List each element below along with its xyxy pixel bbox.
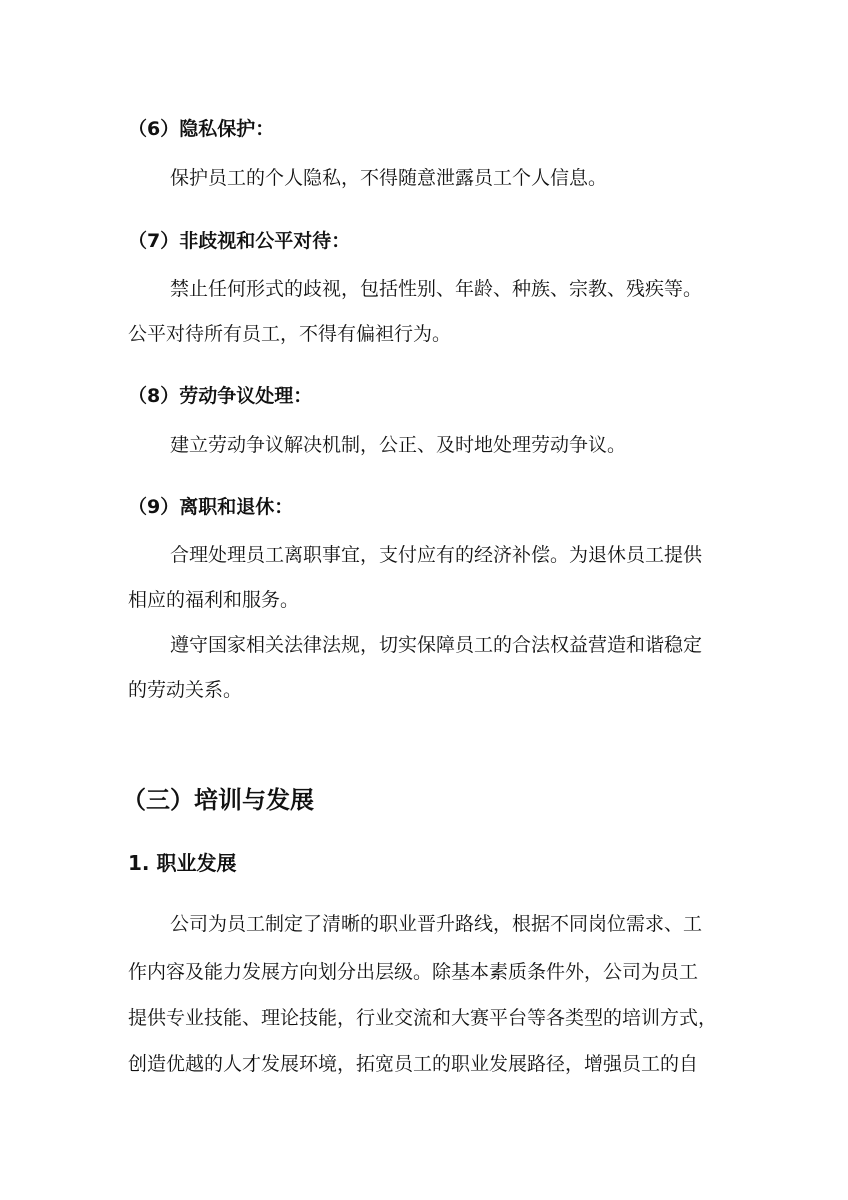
paragraph-line: 相应的福利和服务。 bbox=[128, 589, 300, 611]
paragraph-line: 创造优越的人才发展环境，拓宽员工的职业发展路径，增强员工的自 bbox=[128, 1053, 699, 1075]
paragraph-line: 公司为员工制定了清晰的职业晋升路线，根据不同岗位需求、工 bbox=[170, 913, 703, 935]
paragraph-line: 保护员工的个人隐私，不得随意泄露员工个人信息。 bbox=[170, 167, 608, 189]
paragraph-line: 建立劳动争议解决机制，公正、及时地处理劳动争议。 bbox=[170, 434, 627, 456]
paragraph-line: 遵守国家相关法律法规，切实保障员工的合法权益营造和谐稳定 bbox=[170, 634, 703, 656]
heading-non-discrimination: （7）非歧视和公平对待： bbox=[128, 230, 351, 252]
heading-labor-dispute: （8）劳动争议处理： bbox=[128, 385, 313, 407]
paragraph-line: 公平对待所有员工，不得有偏袒行为。 bbox=[128, 323, 452, 345]
section-title-training-development: （三）培训与发展 bbox=[122, 786, 314, 814]
paragraph-line: 禁止任何形式的歧视，包括性别、年龄、种族、宗教、残疾等。 bbox=[170, 278, 703, 300]
paragraph-line: 作内容及能力发展方向划分出层级。除基本素质条件外，公司为员工 bbox=[128, 961, 699, 983]
heading-resignation-retirement: （9）离职和退休： bbox=[128, 496, 294, 518]
paragraph-line: 合理处理员工离职事宜，支付应有的经济补偿。为退休员工提供 bbox=[170, 544, 703, 566]
heading-privacy: （6）隐私保护： bbox=[128, 118, 275, 140]
paragraph-line: 的劳动关系。 bbox=[128, 679, 243, 701]
paragraph-line: 提供专业技能、理论技能，行业交流和大赛平台等各类型的培训方式， bbox=[128, 1007, 718, 1029]
subsection-title-career-development: 1. 职业发展 bbox=[128, 851, 237, 875]
